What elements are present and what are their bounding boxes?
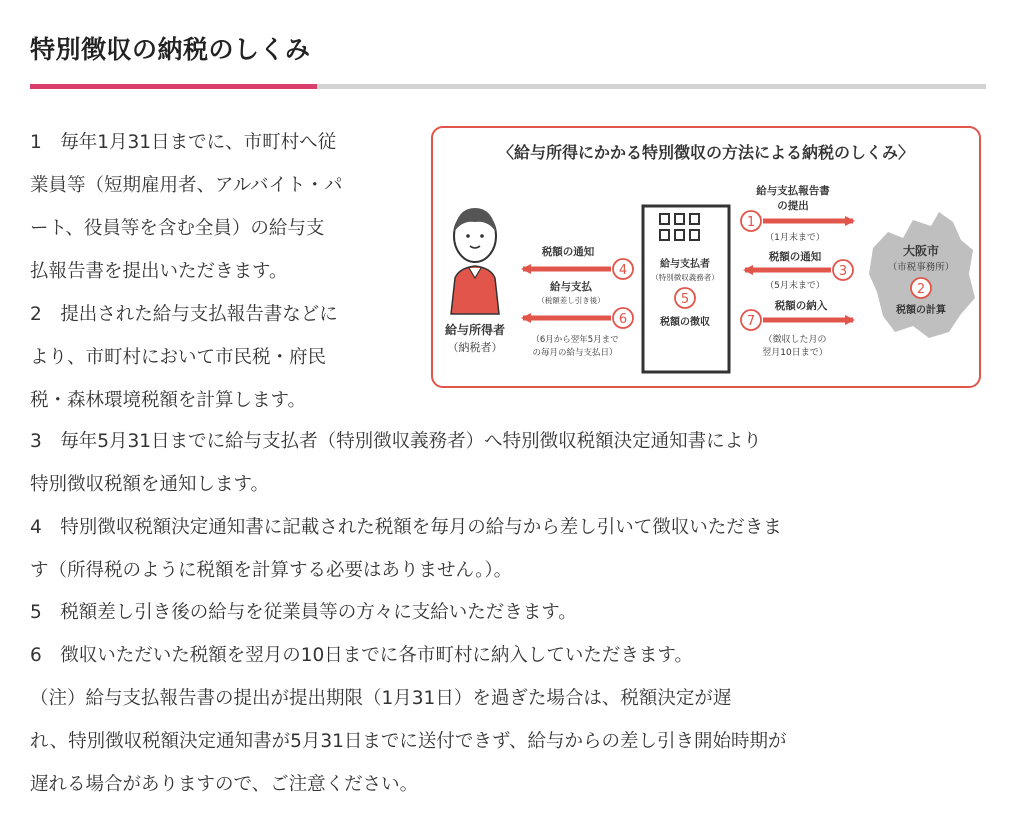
flow-4-label: 税額の通知	[541, 246, 595, 258]
step-5-number: 5	[680, 292, 690, 307]
paragraph-line: ート、役員等を含む全員）の給与支	[30, 218, 325, 239]
step-3-number: 3	[838, 264, 848, 279]
employer-label: 給与支払者	[660, 259, 710, 270]
city-action: 税額の計算	[896, 305, 946, 316]
diagram-canvas	[433, 128, 981, 388]
title-underline	[30, 84, 986, 89]
paragraph-line: 税・森林環境税額を計算します。	[30, 390, 307, 411]
flow-6-sublabel: （税額差し引き後）	[537, 296, 605, 305]
paragraph-line: 4 特別徴収税額決定通知書に記載された税額を毎月の給与から差し引いて徴収いただきま	[30, 517, 782, 538]
paragraph-line: 遅れる場合がありますので、ご注意ください。	[30, 774, 419, 795]
flow-3-label: 税額の通知	[768, 251, 822, 263]
paragraph-line: より、市町村において市民税・府民	[30, 347, 327, 368]
step-1-number: 1	[746, 215, 756, 230]
city-sublabel: （市税事務所）	[887, 262, 955, 273]
flow-7-note-2: 翌月10日まで）	[762, 348, 828, 358]
flow-7-label: 税額の納入	[774, 300, 828, 312]
paragraph-line: 5 税額差し引き後の給与を従業員等の方々に支給いただきます。	[30, 602, 577, 623]
flow-1-note: （1月末まで）	[765, 233, 825, 243]
person-icon	[451, 208, 499, 314]
employer-sublabel: （特別徴収義務者）	[651, 273, 719, 282]
title-underline-accent	[30, 84, 317, 89]
paragraph-line: 2 提出された給与支払報告書などに	[30, 304, 338, 325]
paragraph-line: れ、特別徴収税額決定通知書が5月31日までに送付できず、給与からの差し引き開始時期が	[30, 731, 787, 752]
paragraph-line: 3 毎年5月31日までに給与支払者（特別徴収義務者）へ特別徴収税額決定通知書により	[30, 431, 762, 452]
paragraph-line: 払報告書を提出いただきます。	[30, 261, 288, 282]
paragraph-line: 業員等（短期雇用者、アルバイト・パ	[30, 175, 343, 196]
paragraph-line: 1 毎年1月31日までに、市町村へ従	[30, 132, 337, 153]
map-icon	[869, 212, 975, 338]
tax-flow-diagram	[431, 126, 981, 388]
flow-6-label: 給与支払	[550, 281, 592, 293]
taxpayer-sublabel: （納税者）	[447, 341, 503, 354]
paragraph-line: （注）給与支払報告書の提出が提出期限（1月31日）を過ぎた場合は、税額決定が遅	[30, 688, 732, 709]
flow-7-note: （徴収した月の	[763, 335, 827, 345]
paragraph-line: 特別徴収税額を通知します。	[30, 474, 270, 495]
employer-action: 税額の徴収	[660, 317, 710, 328]
step-4-number: 4	[618, 263, 628, 278]
step-2-number: 2	[916, 282, 926, 297]
flow-6-note: （6月から翌年5月まで	[531, 335, 619, 345]
step-6-number: 6	[618, 312, 628, 327]
flow-1-label-2: の提出	[777, 200, 809, 212]
flow-3-note: （5月末まで）	[765, 281, 825, 291]
city-label: 大阪市	[902, 244, 940, 258]
diagram-title: 〈給与所得にかかる特別徴収の方法による納税のしくみ〉	[497, 143, 914, 162]
step-7-number: 7	[746, 314, 756, 329]
flow-1-label: 給与支払報告書	[756, 185, 830, 197]
page-title: 特別徴収の納税のしくみ	[30, 35, 311, 64]
taxpayer-label: 給与所得者	[444, 323, 506, 337]
paragraph-line: 6 徴収いただいた税額を翌月の10日までに各市町村に納入していただきます。	[30, 645, 693, 666]
flow-6-note-2: の毎月の給与支払日）	[532, 348, 618, 358]
paragraph-line: す（所得税のように税額を計算する必要はありません。）。	[30, 560, 513, 581]
